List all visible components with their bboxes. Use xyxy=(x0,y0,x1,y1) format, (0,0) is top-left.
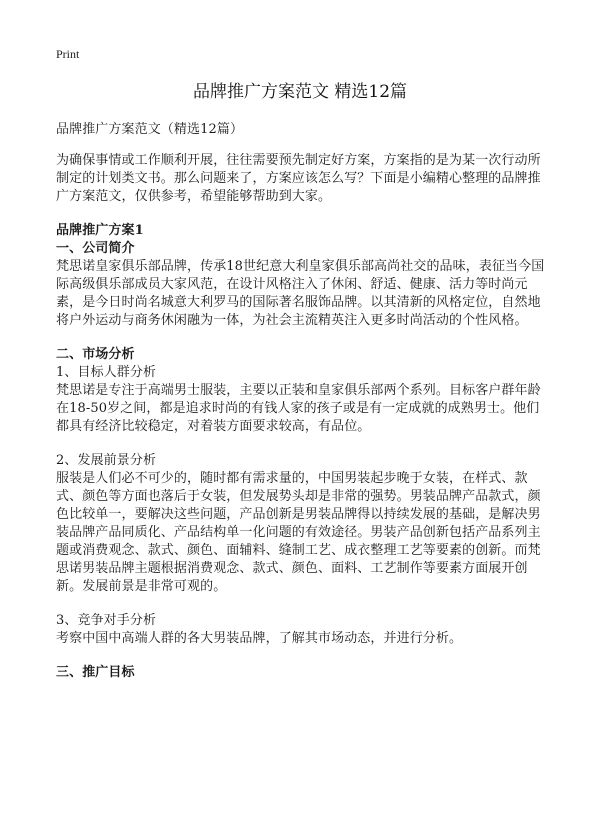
document-body xyxy=(56,121,548,682)
page-title: 品牌推广方案范文 精选12篇 xyxy=(192,82,408,102)
section-heading-goals: 三、推广目标 xyxy=(56,665,135,680)
section-heading-market: 二、市场分析 xyxy=(56,347,135,362)
print-link[interactable]: Print xyxy=(56,47,80,61)
target-audience-paragraph: 梵思诺是专注于高端男士服装，主要以正装和皇家俱乐部两个系列。目标客户群年龄在18-50岁之间，都是追求时尚的有钱人家的孩子或是有一定成就的成熟男士。他们都具有经济比较稳定，对着装方面要求较高，有品位。 xyxy=(56,383,541,434)
subheading-target-audience: 1、目标人群分析 xyxy=(56,365,157,380)
plan-heading: 品牌推广方案1 xyxy=(56,223,144,238)
section-heading-company: 一、公司简介 xyxy=(56,241,135,256)
document-subtitle: 品牌推广方案范文（精选12篇） xyxy=(56,122,244,137)
intro-paragraph: 为确保事情或工作顺利开展，往往需要预先制定好方案，方案指的是为某一次行动所制定的计划类文书。那么问题来了，方案应该怎么写？下面是小编精心整理的品牌推广方案范文，仅供参考，希望能够帮助到大家。 xyxy=(56,153,541,204)
subheading-prospects: 2、发展前景分析 xyxy=(56,453,157,468)
subheading-competitors: 3、竞争对手分析 xyxy=(56,613,157,628)
company-paragraph: 梵思诺皇家俱乐部品牌，传承18世纪意大利皇家俱乐部高尚社交的品味，表征当今国际高级俱乐部成员大家风范，在设计风格注入了休闲、舒适、健康、活力等时尚元素，是今日时尚名城意大利罗马的国际著名服饰品牌。以其清新的风格定位，自然地将户外运动与商务休闲融为一体，为社会主流精英注入更多时尚活动的个性风格。 xyxy=(56,259,545,328)
competitors-paragraph: 考察中国中高端人群的各大男装品牌，了解其市场动态，并进行分析。 xyxy=(56,631,463,646)
prospects-paragraph: 服装是人们必不可少的，随时都有需求量的，中国男装起步晚于女装，在样式、款式、颜色等方面也落后于女装，但发展势头却是非常的强势。男装品牌产品款式，颜色比较单一，要解决这些问题，产品创新是男装品牌得以持续发展的基础，是解决男装品牌产品同质化、产品结构单一化问题的有效途径。男装产品创新包括产品系列主题或消费观念、款式、颜色、面辅料、缝制工艺、成衣整理工艺等要素的创新。而梵思诺男装品牌主题根据消费观念、款式、颜色、面料、工艺制作等要素方面展开创新。发展前景是非常可观的。 xyxy=(56,471,541,594)
